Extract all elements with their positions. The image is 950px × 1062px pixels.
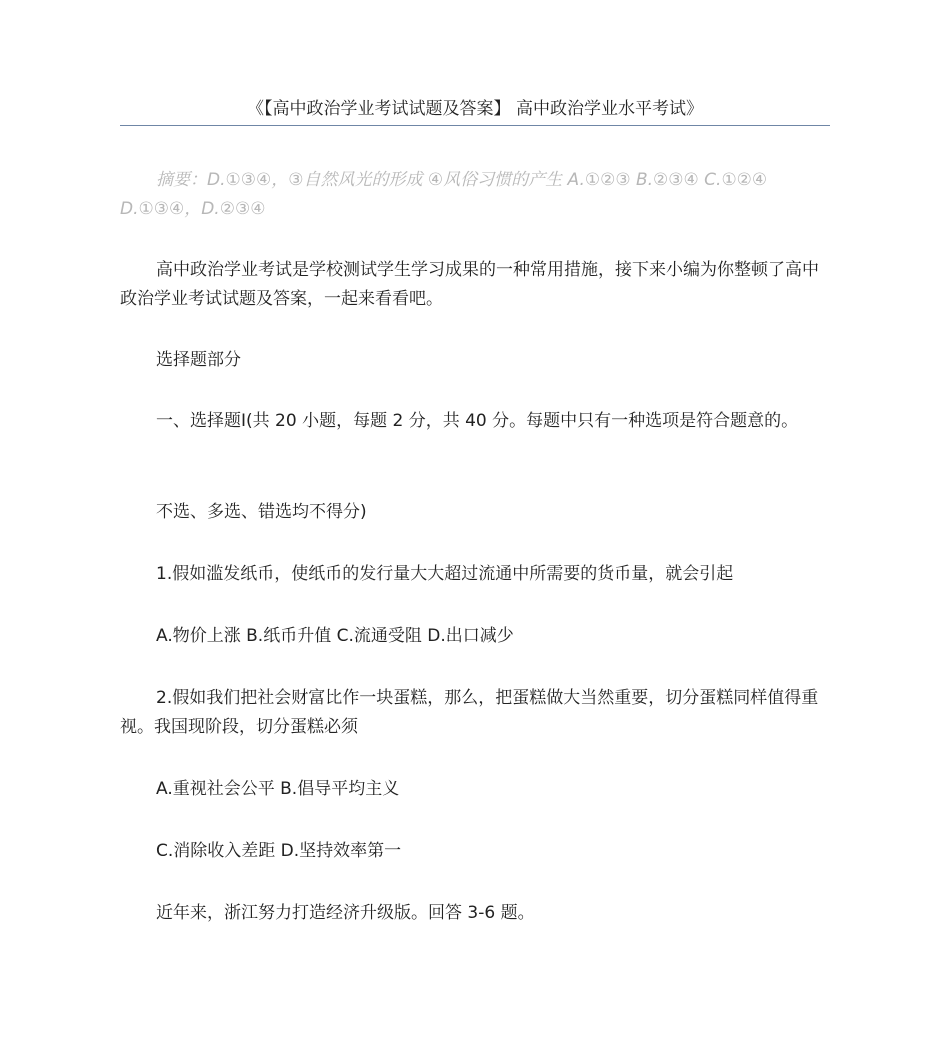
instruction-paragraph: 一、选择题Ⅰ(共 20 小题，每题 2 分，共 40 分。每题中只有一种选项是符合题意的。 (156, 411, 799, 431)
intro-paragraph: 高中政治学业考试是学校测试学生学习成果的一种常用措施，接下来小编为你整顿了高中政治学业考试试题及答案，一起来看看吧。 (120, 260, 819, 309)
document-title: 《【高中政治学业考试试题及答案】 高中政治学业水平考试》 (247, 99, 703, 119)
question-2-options-ab: A.重视社会公平 B.倡导平均主义 (156, 779, 400, 799)
questions-3-6-context: 近年来，浙江努力打造经济升级版。回答 3-6 题。 (156, 903, 535, 923)
title-divider (120, 125, 830, 126)
question-2-options-cd: C.消除收入差距 D.坚持效率第一 (156, 841, 402, 861)
question-1: 1.假如滥发纸币，使纸币的发行量大大超过流通中所需要的货币量，就会引起 (156, 564, 734, 584)
section-heading: 选择题部分 (156, 350, 241, 370)
instruction-note: 不选、多选、错选均不得分) (156, 502, 367, 522)
abstract-text: 摘要：D.①③④，③自然风光的形成 ④风俗习惯的产生 A.①②③ B.②③④ C.①②④ D.①③④，D.②③④ (120, 170, 768, 219)
question-2: 2.假如我们把社会财富比作一块蛋糕，那么，把蛋糕做大当然重要，切分蛋糕同样值得重视。我国现阶段，切分蛋糕必须 (120, 688, 819, 737)
question-1-options: A.物价上涨 B.纸币升值 C.流通受阻 D.出口减少 (156, 626, 514, 646)
